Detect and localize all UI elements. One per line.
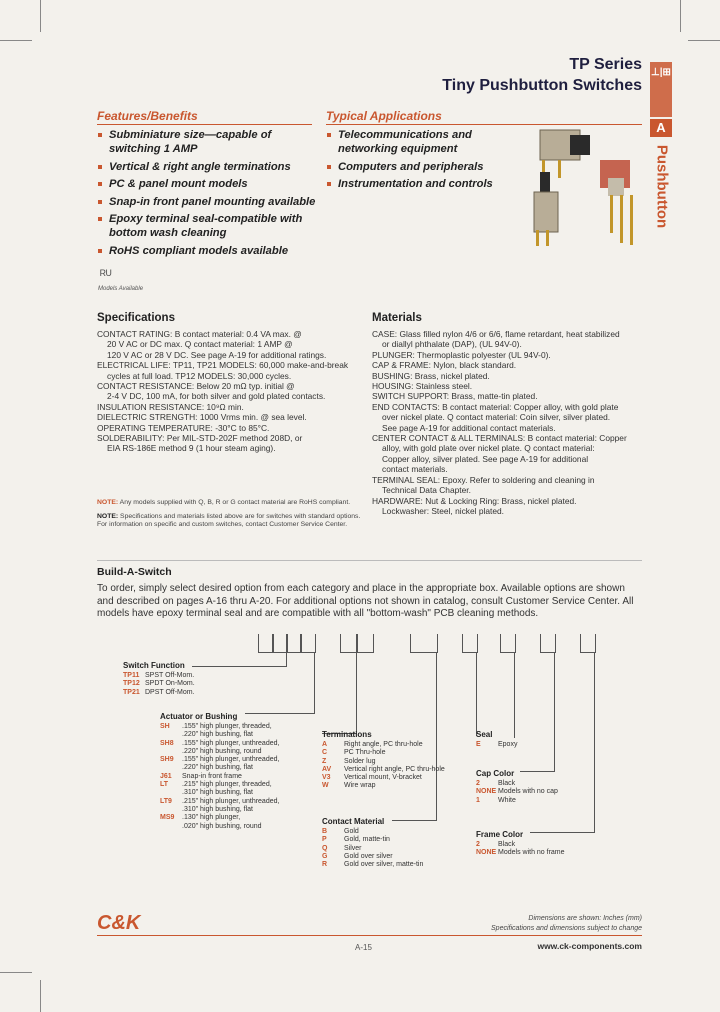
option-code: AV: [322, 765, 332, 773]
option-code: MS9: [160, 814, 175, 822]
order-box[interactable]: [500, 634, 516, 653]
option-desc: Gold: [344, 828, 359, 835]
spec-line: 2-4 V DC, 100 mA, for both silver and gold plated contacts.: [107, 391, 326, 402]
divider: [97, 124, 312, 125]
order-box[interactable]: [580, 634, 596, 653]
crop-mark: [680, 0, 681, 32]
option-code: Z: [322, 757, 327, 765]
option-row: [322, 758, 445, 766]
option-desc: Snap-in front frame: [182, 772, 242, 780]
option-row: [322, 749, 445, 757]
connector: [554, 652, 555, 772]
material-line: over nickel plate. Q contact material: Coin silver, silver plated.: [382, 412, 611, 423]
feature-item: Epoxy terminal seal-compatible with bottom wash cleaning: [97, 212, 322, 240]
connector: [514, 652, 515, 738]
application-item: Computers and peripherals: [326, 160, 506, 174]
tab-section: Pushbutton: [653, 144, 671, 229]
option-row: [476, 849, 565, 857]
option-row: [160, 773, 279, 781]
option-desc: .310" high bushing, flat: [182, 805, 253, 813]
option-row: [123, 689, 195, 697]
spec-line: 120 V AC or 28 V DC. See page A-19 for additional ratings.: [107, 349, 327, 360]
connector: [314, 652, 315, 714]
materials-title: Materials: [372, 312, 422, 324]
option-row: [322, 836, 423, 844]
application-item: Instrumentation and controls: [326, 177, 506, 191]
option-code: G: [322, 852, 328, 860]
build-line: To order, simply select desired option from each category and place in the appropriate box. Available options are shown: [97, 583, 625, 594]
option-row: [476, 797, 558, 805]
option-code: Q: [322, 844, 328, 852]
connector: [356, 652, 357, 734]
option-row: [160, 798, 279, 806]
option-code: SH: [160, 723, 170, 730]
option-code: LT9: [160, 797, 172, 805]
applications-title: Typical Applications: [326, 109, 442, 123]
option-row: [322, 774, 445, 782]
material-line: CAP & FRAME: Nylon, black standard.: [372, 360, 517, 371]
option-code: TP21: [123, 688, 140, 696]
option-row: [322, 828, 423, 836]
option-row: [160, 789, 279, 797]
option-code: 2: [476, 780, 480, 787]
tab-letter: A: [650, 119, 672, 137]
features-list: [97, 128, 322, 261]
option-code: P: [322, 836, 327, 844]
option-code: A: [322, 741, 328, 748]
divider: [97, 935, 642, 936]
crop-mark: [0, 40, 32, 41]
option-code: C: [322, 749, 328, 757]
switch-function-label: Switch Function: [123, 661, 185, 670]
option-row: [476, 780, 558, 788]
option-desc: .220" high bushing, flat: [182, 731, 253, 739]
option-code: NONE: [476, 788, 497, 796]
feature-item: RoHS compliant models available: [97, 244, 322, 258]
feature-item: Subminiature size—capable of switching 1 AMP: [97, 128, 322, 156]
contact-label: Contact Material: [322, 817, 385, 826]
option-row: [160, 781, 279, 789]
dimensions-note: Dimensions are shown: Inches (mm): [528, 915, 642, 922]
option-desc: Gold, matte-tin: [344, 836, 390, 844]
order-box[interactable]: [300, 634, 316, 653]
option-desc: SPST Off-Mom.: [145, 672, 195, 679]
option-row: [476, 788, 558, 796]
divider: [97, 560, 642, 561]
option-desc: .220" high bushing, flat: [182, 764, 253, 772]
spec-line: SOLDERABILITY: Per MIL-STD-202F method 208D, or: [97, 433, 303, 444]
option-desc: Wire wrap: [344, 782, 376, 790]
switch-function-options: [123, 672, 195, 697]
material-line: or diallyl phthalate (DAP), (UL 94V-0).: [382, 339, 522, 350]
website-link[interactable]: www.ck-components.com: [537, 941, 642, 951]
crop-mark: [40, 0, 41, 32]
option-desc: Gold over silver: [344, 852, 393, 860]
feature-item: Vertical & right angle terminations: [97, 160, 322, 174]
option-code: SH9: [160, 756, 174, 764]
material-line: HOUSING: Stainless steel.: [372, 381, 473, 392]
option-row: [160, 823, 279, 831]
spec-change-note: Specifications and dimensions subject to change: [491, 925, 642, 932]
connector: [436, 652, 437, 820]
connector: [192, 666, 287, 667]
materials-text: [372, 329, 642, 516]
note-label: NOTE:: [97, 513, 119, 520]
material-line: contact materials.: [382, 464, 448, 475]
material-line: CASE: Glass filled nylon 4/6 or 6/6, flame retardant, heat stabilized: [372, 329, 620, 339]
actuator-label: Actuator or Bushing: [160, 712, 238, 721]
spec-line: DIELECTRIC STRENGTH: 1000 Vrms min. @ sea level.: [97, 412, 307, 423]
option-code: B: [322, 828, 328, 835]
option-row: [123, 672, 195, 680]
option-code: NONE: [476, 849, 497, 857]
note-text: For information on specific and custom switches, contact Customer Service Center.: [97, 521, 348, 529]
option-desc: .020" high bushing, round: [182, 822, 262, 830]
seal-label: Seal: [476, 730, 493, 739]
option-row: [160, 723, 279, 731]
material-line: BUSHING: Brass, nickel plated.: [372, 370, 490, 381]
option-desc: Models with no cap: [498, 788, 558, 796]
crop-mark: [688, 40, 720, 41]
option-desc: SPDT On-Mom.: [145, 680, 195, 688]
contact-options: [322, 828, 423, 869]
series-title: TP Series: [569, 56, 642, 73]
models-available: Models Available: [98, 286, 144, 292]
option-desc: Vertical mount, V-bracket: [344, 774, 422, 782]
actuator-options: [160, 723, 279, 831]
connector: [286, 652, 287, 666]
option-desc: .310" high bushing, flat: [182, 789, 253, 797]
spec-note: [97, 513, 372, 530]
material-line: Copper alloy, silver plated. See page A-19 for additional: [382, 453, 589, 464]
ul-logo-icon: ᴿᵁ: [100, 267, 112, 282]
spec-line: CONTACT RESISTANCE: Below 20 mΩ typ. initial @: [97, 381, 295, 392]
option-row: [160, 756, 279, 764]
option-row: [160, 740, 279, 748]
option-row: [476, 841, 565, 849]
option-desc: PC Thru-hole: [344, 749, 386, 757]
option-code: 2: [476, 841, 480, 848]
option-code: LT: [160, 781, 169, 789]
option-desc: Black: [498, 780, 516, 787]
material-line: alloy, with gold plate over nickel plate. Q contact material:: [382, 443, 595, 454]
option-code: V3: [322, 774, 331, 782]
material-line: TERMINAL SEAL: Epoxy. Refer to soldering and cleaning in: [372, 474, 595, 485]
option-desc: Silver: [344, 844, 362, 852]
option-row: [476, 741, 517, 749]
specs-text: [97, 329, 362, 454]
material-line: END CONTACTS: B contact material: Copper alloy, with gold plate: [372, 401, 619, 412]
material-line: Technical Data Chapter.: [382, 485, 471, 496]
option-desc: .155" high plunger, threaded,: [182, 723, 272, 730]
crop-mark: [0, 972, 32, 973]
order-box[interactable]: [410, 634, 438, 653]
seal-options: [476, 741, 517, 749]
option-row: [123, 680, 195, 688]
application-item: Telecommunications and networking equipment: [326, 128, 506, 156]
option-code: W: [322, 782, 329, 790]
option-row: [322, 782, 445, 790]
connector: [392, 820, 437, 821]
cap-label: Cap Color: [476, 769, 515, 778]
applications-list: [326, 128, 506, 195]
option-desc: Vertical right angle, PC thru-hole: [344, 765, 445, 773]
option-code: SH8: [160, 739, 174, 747]
note-text: Specifications and materials listed above are for switches with standard options.: [120, 513, 361, 520]
option-row: [322, 741, 445, 749]
option-desc: DPST Off-Mom.: [145, 688, 195, 696]
page-number: A-15: [355, 943, 372, 952]
option-desc: .215" high plunger, threaded,: [182, 781, 272, 789]
order-box[interactable]: [356, 634, 374, 653]
option-row: [160, 748, 279, 756]
option-row: [160, 814, 279, 822]
note-label: NOTE:: [97, 499, 119, 506]
option-desc: Epoxy: [498, 741, 518, 748]
option-desc: .155" high plunger, unthreaded,: [182, 756, 280, 764]
note-text: Any models supplied with Q, B, R or G contact material are RoHS compliant.: [119, 499, 351, 506]
page-title: Tiny Pushbutton Switches: [442, 77, 642, 94]
option-desc: .155" high plunger, unthreaded,: [182, 739, 280, 747]
terminations-label: Terminations: [322, 730, 372, 739]
option-row: [322, 861, 423, 869]
frame-label: Frame Color: [476, 830, 524, 839]
build-line: and described on pages A-16 thru A-20. For additional options not shown in catalog, consult Customer Service Center. All: [97, 595, 634, 607]
spec-line: CONTACT RATING: B contact material: 0.4 VA max. @: [97, 329, 302, 339]
connector: [594, 652, 595, 832]
material-line: Lockwasher: Steel, nickel plated.: [382, 505, 504, 516]
option-code: TP11: [123, 672, 140, 679]
material-line: HARDWARE: Nut & Locking Ring: Brass, nickel plated.: [372, 495, 577, 506]
material-line: PLUNGER: Thermoplastic polyester (UL 94V-0).: [372, 349, 551, 360]
material-line: See page A-19 for additional contact materials.: [382, 422, 556, 433]
build-line: models have epoxy terminal seal and are compatible with all "bottom-wash" PCB cleaning methods.: [97, 608, 539, 620]
spec-line: INSULATION RESISTANCE: 10⁹Ω min.: [97, 401, 244, 412]
material-line: SWITCH SUPPORT: Brass, matte-tin plated.: [372, 391, 538, 402]
material-line: CENTER CONTACT & ALL TERMINALS: B contact material: Copper: [372, 433, 627, 444]
order-box[interactable]: [540, 634, 556, 653]
product-photo: [520, 120, 650, 255]
rohs-note: [97, 499, 367, 507]
option-desc: Gold over silver, matte-tin: [344, 861, 424, 869]
build-title: Build-A-Switch: [97, 566, 172, 578]
spec-line: cycles at full load. TP12 MODELS: 30,000 cycles.: [107, 370, 292, 381]
tab-icon: ⊥|⊞: [650, 62, 672, 117]
option-desc: .220" high bushing, round: [182, 747, 262, 755]
option-row: [322, 853, 423, 861]
features-title: Features/Benefits: [97, 109, 198, 123]
option-desc: Models with no frame: [498, 849, 565, 857]
option-desc: Right angle, PC thru-hole: [344, 741, 423, 748]
option-desc: White: [498, 796, 516, 804]
option-code: 1: [476, 796, 480, 804]
ck-logo: C&K: [97, 912, 141, 934]
crop-mark: [40, 980, 41, 1012]
order-box[interactable]: [462, 634, 478, 653]
connector: [245, 713, 315, 714]
frame-options: [476, 841, 565, 858]
connector: [520, 771, 555, 772]
option-row: [160, 806, 279, 814]
option-row: [322, 845, 423, 853]
option-code: R: [322, 861, 328, 869]
spec-line: EIA RS-186E method 9 (1 hour steam aging).: [107, 443, 276, 454]
connector: [476, 652, 477, 736]
build-text: [97, 583, 645, 621]
spec-line: ELECTRICAL LIFE: TP11, TP21 MODELS: 60,000 make-and-break: [97, 360, 349, 371]
option-code: E: [476, 741, 481, 748]
option-desc: Black: [498, 841, 516, 848]
option-desc: Solder lug: [344, 757, 376, 765]
connector: [530, 832, 595, 833]
spec-line: 20 V AC or DC max. Q contact material: 1 AMP @: [107, 339, 293, 350]
option-row: [322, 766, 445, 774]
cap-options: [476, 780, 558, 805]
option-code: J61: [160, 772, 172, 780]
specs-title: Specifications: [97, 312, 175, 324]
option-row: [160, 764, 279, 772]
spec-line: OPERATING TEMPERATURE: -30°C to 85°C.: [97, 422, 270, 433]
feature-item: Snap-in front panel mounting available: [97, 195, 322, 209]
option-desc: .215" high plunger, unthreaded,: [182, 797, 280, 805]
terminations-options: [322, 741, 445, 791]
option-row: [160, 731, 279, 739]
option-desc: .130" high plunger,: [182, 814, 241, 822]
option-code: TP12: [123, 680, 140, 688]
feature-item: PC & panel mount models: [97, 177, 322, 191]
